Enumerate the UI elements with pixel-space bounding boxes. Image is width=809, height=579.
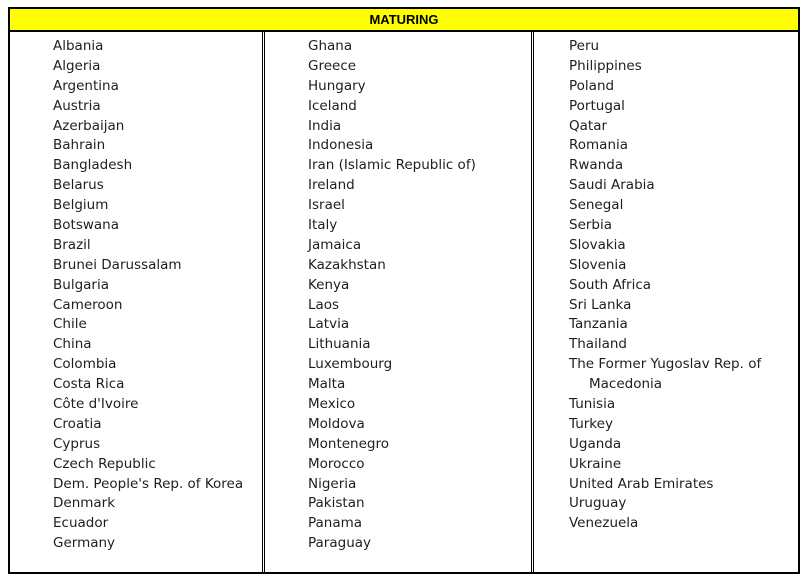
list-item: Czech Republic — [53, 455, 156, 472]
list-item: Macedonia — [589, 376, 663, 393]
list-item: The Former Yugoslav Rep. of — [569, 356, 762, 373]
table-header: MATURING — [10, 9, 798, 32]
list-item: Pakistan — [308, 495, 365, 512]
list-item: Bulgaria — [53, 276, 109, 293]
list-item: Tunisia — [569, 396, 616, 413]
list-item: Jamaica — [308, 236, 362, 253]
list-item: Costa Rica — [53, 376, 125, 393]
list-item: Peru — [569, 38, 600, 54]
list-item: Argentina — [53, 77, 119, 94]
list-item: Brazil — [53, 236, 91, 253]
list-item: Serbia — [569, 217, 613, 234]
list-item: Poland — [569, 77, 615, 94]
list-item: Venezuela — [569, 515, 639, 532]
column-divider — [531, 32, 534, 572]
list-item: Greece — [308, 57, 357, 74]
list-item: Moldova — [308, 415, 365, 432]
list-item: Uganda — [569, 435, 622, 452]
list-item: Denmark — [53, 495, 116, 512]
list-item: Cameroon — [53, 296, 123, 313]
list-item: Côte d'Ivoire — [53, 396, 139, 413]
country-column-2 — [308, 37, 476, 554]
list-item: Slovenia — [569, 256, 627, 273]
list-item: Belgium — [53, 197, 109, 214]
list-item: Philippines — [569, 57, 642, 74]
list-item: Senegal — [569, 197, 624, 214]
list-item: Ecuador — [53, 515, 109, 532]
list-item: Azerbaijan — [53, 117, 125, 134]
list-item: Hungary — [308, 77, 366, 94]
list-item: Rwanda — [569, 157, 624, 174]
list-item: Uruguay — [569, 495, 627, 512]
list-item: Bangladesh — [53, 157, 133, 174]
list-item: Turkey — [569, 415, 613, 432]
list-item: Mexico — [308, 396, 356, 413]
list-item: Croatia — [53, 415, 102, 432]
list-item: South Africa — [569, 276, 652, 293]
list-item: Romania — [569, 137, 629, 154]
list-item: Ireland — [308, 177, 355, 194]
list-item: Slovakia — [569, 236, 626, 253]
list-item: Botswana — [53, 217, 119, 234]
list-item: Qatar — [569, 117, 608, 134]
list-item: Chile — [53, 316, 87, 333]
list-item: Italy — [308, 217, 338, 234]
list-item: Montenegro — [308, 435, 390, 452]
list-item: India — [308, 117, 342, 134]
country-column-3 — [569, 37, 761, 534]
list-item: Ghana — [308, 38, 353, 54]
list-item: Sri Lanka — [569, 296, 632, 313]
list-item: Laos — [308, 296, 340, 313]
list-item: Thailand — [569, 336, 627, 353]
list-item: Morocco — [308, 455, 365, 472]
list-item: Albania — [53, 38, 104, 54]
list-item: Kazakhstan — [308, 256, 386, 273]
list-item: Latvia — [308, 316, 350, 333]
list-item: Nigeria — [308, 475, 357, 492]
list-item: Iran (Islamic Republic of) — [308, 157, 476, 174]
list-item: Tanzania — [569, 316, 628, 333]
list-item: Brunei Darussalam — [53, 256, 182, 273]
list-item: Germany — [53, 535, 116, 552]
list-item: Malta — [308, 376, 346, 393]
list-item: Panama — [308, 515, 363, 532]
country-column-1 — [53, 37, 243, 554]
list-item: Indonesia — [308, 137, 374, 154]
country-table — [8, 7, 800, 574]
list-item: Saudi Arabia — [569, 177, 655, 194]
list-item: Belarus — [53, 177, 104, 194]
list-item: Algeria — [53, 57, 101, 74]
list-item: Lithuania — [308, 336, 371, 353]
list-item: Israel — [308, 197, 345, 214]
list-item: China — [53, 336, 92, 353]
list-item: Iceland — [308, 97, 357, 114]
list-item: United Arab Emirates — [569, 475, 714, 492]
list-item: Luxembourg — [308, 356, 393, 373]
list-item: Portugal — [569, 97, 625, 114]
list-item: Colombia — [53, 356, 117, 373]
list-item: Austria — [53, 97, 101, 114]
list-item: Cyprus — [53, 435, 101, 452]
list-item: Bahrain — [53, 137, 106, 154]
list-item: Ukraine — [569, 455, 622, 472]
list-item: Dem. People's Rep. of Korea — [53, 475, 244, 492]
list-item: Kenya — [308, 276, 350, 293]
list-item: Paraguay — [308, 535, 372, 552]
column-divider — [262, 32, 265, 572]
